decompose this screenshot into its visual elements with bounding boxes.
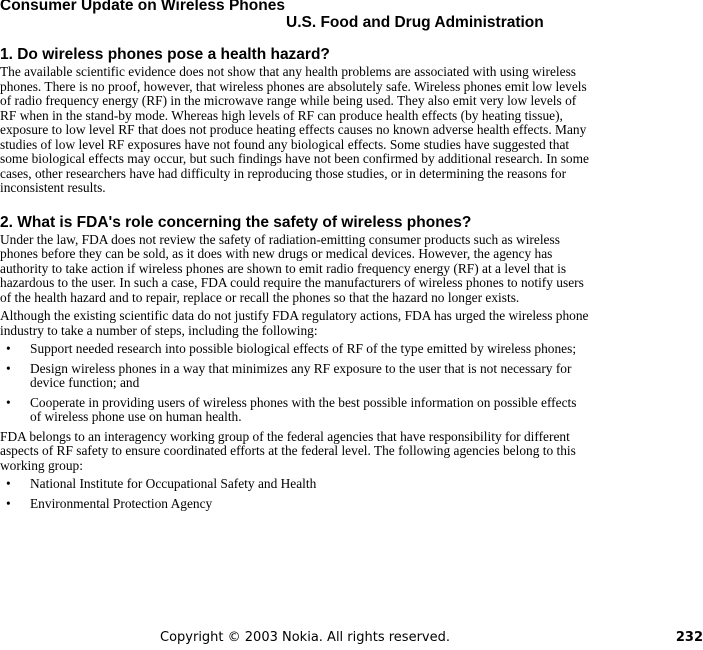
section-2-paragraph-2: Although the existing scientific data do not justify FDA regulatory actions, FDA has urged the wireless phone industry to take a number of steps, including the following: [0, 308, 589, 338]
list-item [0, 497, 590, 512]
bullet-icon: • [6, 360, 11, 376]
section-2-paragraph-3: FDA belongs to an interagency working group of the federal agencies that have responsibility for different aspects of RF safety to ensure coordinated efforts at the federal level. The following agencies belong to this working group: [0, 428, 576, 473]
bullet-icon: • [6, 495, 11, 511]
list-item [0, 342, 590, 357]
bullet-icon: • [6, 341, 11, 356]
fda-steps-list [0, 342, 590, 425]
document-body [0, 46, 590, 516]
bullet-icon: • [6, 394, 11, 410]
list-item-text: Environmental Protection Agency [30, 495, 213, 511]
list-item-text: Cooperate in providing users of wireless phones with the best possible information on possible effects of wireless phone use on human health. [30, 394, 577, 424]
list-item [0, 396, 590, 425]
section-2-paragraph-1: Under the law, FDA does not review the safety of radiation-emitting consumer products such as wireless phones before they can be sold, as it does with new drugs or medical devices. However, the agency has authority to take action if wireless phones are shown to emit radio frequency energy (RF) at a level that is hazardous to the user. In such a case, FDA could require the manufacturers of wireless phones to notify users of the health hazard and to repair, replace or recall the phones so that the hazard no longer exists. [0, 231, 584, 305]
agencies-list [0, 477, 590, 511]
section-1-heading: 1. Do wireless phones pose a health hazard? [0, 46, 330, 63]
list-item-text: National Institute for Occupational Safety and Health [30, 476, 317, 491]
list-item-text: Design wireless phones in a way that minimizes any RF exposure to the user that is not necessary for device function; and [30, 360, 572, 390]
section-1-paragraph: The available scientific evidence does not show that any health problems are associated with using wireless phones. There is no proof, however, that wireless phones are absolutely safe. Wireless phones emit low levels of radio frequency energy (RF) in the microwave range while being used. They also emit very low levels of RF when in the stand-by mode. Whereas high levels of RF can produce health effects (by heating tissue), exposure to low level RF that does not produce heating effects causes no known adverse health effects. Many studies of low level RF exposures have not found any biological effects. Some studies have suggested that some biological effects may occur, but such findings have not been confirmed by additional research. In some cases, other researchers have had difficulty in reproducing those studies, or in determining the reasons for inconsistent results. [0, 64, 589, 195]
page-number: 232 [675, 630, 703, 645]
document-title: Consumer Update on Wireless Phones [0, 0, 285, 14]
list-item-text: Support needed research into possible biological effects of RF of the type emitted by wireless phones; [30, 341, 577, 356]
list-item [0, 477, 590, 492]
agency-name: U.S. Food and Drug Administration [286, 14, 544, 31]
list-item [0, 362, 590, 391]
section-2-heading: 2. What is FDA's role concerning the safety of wireless phones? [0, 213, 472, 231]
section-gap [0, 200, 590, 214]
copyright-notice: Copyright © 2003 Nokia. All rights reserved. [160, 630, 450, 645]
bullet-icon: • [6, 476, 11, 491]
